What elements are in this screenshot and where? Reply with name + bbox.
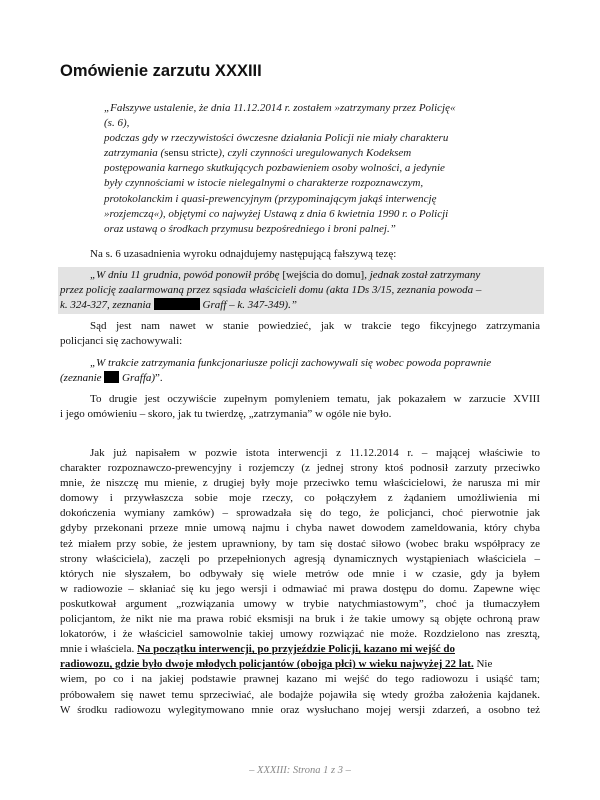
quote-fragment: zatrzymania ( [104, 147, 165, 160]
paragraph-line: których nie słyszałem, bo odbywały się wiele metrów ode mnie i w czasie, gdy ja byłem [60, 567, 540, 580]
paragraph-line: domowy i przywłaszcza sobie moje rzeczy, co połączyłem z żądaniem umożliwienia mi [60, 492, 540, 505]
paragraph-line: wiem, po co i na jakiej podstawie prawnej kazano mi wejść do tego radiowozu i usiąść tam; [60, 673, 540, 686]
paragraph-line: mnie, że niszczę mu mienie, z drugiej były moje przeciwko temu właścicielowi, że narusza mi mir [60, 477, 540, 490]
paragraph-line [60, 642, 540, 657]
redaction-bar [104, 371, 119, 383]
page-footer: – XXXIII: Strona 1 z 3 – [249, 765, 351, 776]
text-fragment: (zeznanie [60, 372, 105, 385]
paragraph-line: Na s. 6 uzasadnienia wyroku odnajdujemy następującą fałszywą tezę: [90, 248, 397, 260]
text-fragment: , jednak został zatrzymany [364, 269, 481, 281]
paragraph-line: Jak już napisałem w pozwie istota interwencji z 11.12.2014 r. – mającej właściwie to [90, 447, 540, 459]
emphasized-text: radiowozu, gdzie było dwoje młodych policjantów (obojga płci) w wieku najwyżej 22 lat. [60, 658, 474, 671]
paragraph-line: lokatorów, i że właściciel samowolnie takiej umowy rozwiązać nie może. Rozdzielono nas zresztą, [60, 628, 540, 641]
text-fragment: Graff – k. 347-349).” [199, 299, 297, 312]
paragraph-line: W środku radiowozu wylegitymowano mnie oraz wysłuchano mojej wersji zdarzeń, a osobno też [60, 703, 540, 716]
text-fragment: [wejścia do domu] [282, 269, 365, 281]
paragraph-line [60, 268, 542, 283]
quote-line: (s. 6), [104, 117, 130, 130]
paragraph-line: strony właściciela), zaczęli po przepełnionych agresją dynamicznych wystąpieniach właściciela – [60, 552, 540, 565]
paragraph-line [60, 657, 540, 672]
paragraph-line: „W trakcie zatrzymania funkcjonariusze policji zachowywali się wobec powoda poprawnie [90, 357, 492, 369]
text-fragment: ”. [155, 372, 163, 385]
paragraph-line: policjanci się zachowywali: [60, 335, 183, 348]
emphasized-text: Na początku interwencji, po przyjeździe Policji, kazano mi wejść do [136, 643, 456, 656]
text-fragment: Nie [473, 658, 493, 671]
paragraph-line: Sąd jest nam nawet w stanie powiedzieć, jak w trakcie tego fikcyjnego zatrzymania [90, 320, 540, 332]
paragraph-line: w radiowozie – skłaniać się ku jego wersji i odmawiać mi prawa dostępu do domu. Zapewne więc [60, 582, 540, 595]
paragraph-line: policjantom, że nikt nie ma prawa robić eksmisji na bruk i że takie umowy są objęte ochroną praw [60, 613, 540, 626]
paragraph-line: poskutkował argument „rozwiązania umowy w trybie natychmiastowym”, choć ja tłumaczyłem [60, 597, 540, 610]
charge-quote [104, 101, 544, 237]
paragraph-line: próbowałem się nawet temu sprzeciwiać, ale bodajże pojawiła się wtedy groźba założenia kajdanek. [60, 688, 540, 701]
text-fragment: k. 324-327, zeznania [60, 299, 154, 312]
paragraph-line: i jego omówieniu – skoro, jak tu twierdzę, „zatrzymania” w ogóle nie było. [60, 408, 392, 421]
paragraph-line: dokończenia wymiany zamków) – sprowadzała się do tego, że policjanci, choć pierwotnie jak [60, 507, 540, 520]
quote-line: protokolanckim i quasi-prewencyjnym (przypominającym jakąś interwencję [104, 192, 437, 205]
paragraph-court [60, 319, 540, 349]
text-fragment: „W dniu 11 grudnia, powód ponowił próbę [90, 269, 283, 281]
paragraph-line [60, 371, 540, 386]
quote-line: postępowania karnego skutkujących pozbawieniem osoby wolności, a jedynie [104, 162, 445, 175]
text-fragment: mnie i właściela. [60, 643, 137, 656]
paragraph-intro [60, 247, 570, 262]
paragraph-line: charakter rozpoznawczo-prewencyjny i rozjemczy (z jednej strony ktoś podnosił zarzuty przeciwko [60, 462, 540, 475]
paragraph-line [60, 298, 542, 313]
paragraph-line: To drugie jest oczywiście zupełnym pomyleniem tematu, jak pokazałem w zarzucie XVIII [90, 393, 540, 405]
quote-fragment: ), czyli czynności uregulowanych Kodeksem [218, 147, 412, 160]
paragraph-main [60, 446, 540, 718]
quote-fragment-upright: sensu stricte [164, 147, 219, 160]
text-fragment: Graffa) [119, 372, 156, 385]
page-title: Omówienie zarzutu XXXIII [60, 62, 262, 80]
quote-line: oraz ustawą o środkach przymusu bezpośredniego i broni palnej.” [104, 222, 396, 235]
highlighted-citation [58, 267, 544, 314]
quote-line [104, 146, 544, 161]
paragraph-line: też miałem przy sobie, że jestem uprawniony, by tam się dostać siłowo (wobec braku współpracy ze [60, 537, 540, 550]
quote-line: „Fałszywe ustalenie, że dnia 11.12.2014 r. zostałem »zatrzymany przez Policję« [104, 102, 456, 114]
paragraph-rebuttal [60, 392, 540, 422]
quote-line: były czynnościami w istocie nielegalnymi o charakterze rozpoznawczym, [104, 177, 424, 190]
quote-line: »rozjemczą«), objętymi co najwyżej Ustawą z dnia 6 kwietnia 1990 r. o Policji [104, 207, 449, 220]
paragraph-court-quote [60, 356, 540, 386]
paragraph-line: przez policję zaalarmowaną przez sąsiada właścicieli domu (akta 1Ds 3/15, zeznania powoda – [60, 284, 482, 297]
redaction-bar [154, 298, 200, 310]
paragraph-line: gdyby przekonani przeze mnie umową najmu i chyba nawet dowodem zameldowania, który chyba [60, 522, 540, 535]
quote-line: podczas gdy w rzeczywistości ówczesne działania Policji nie miały charakteru [104, 132, 449, 145]
